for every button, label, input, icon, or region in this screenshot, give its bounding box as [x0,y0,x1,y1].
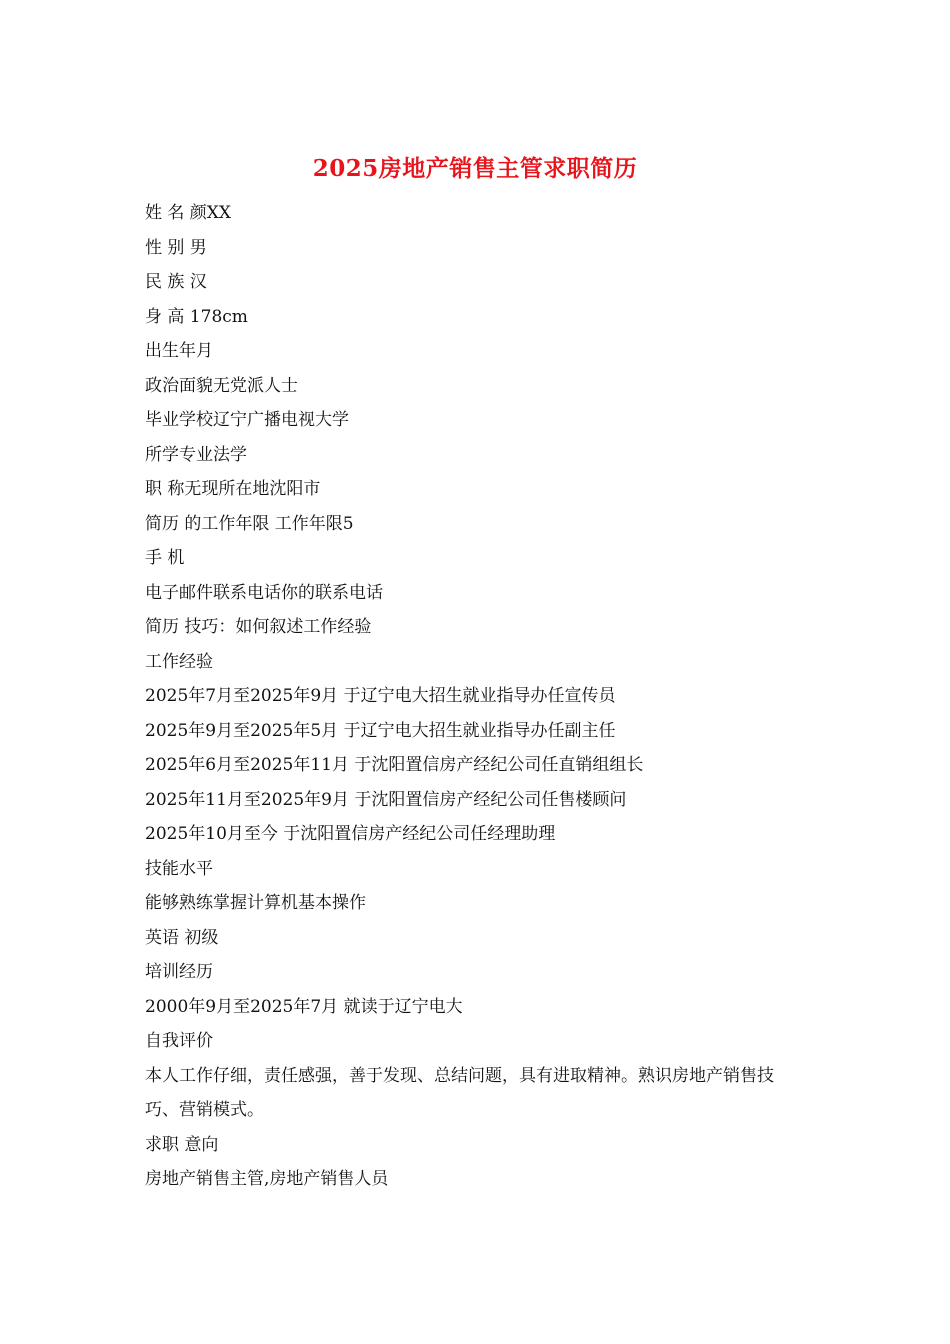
title-location-line: 职 称无现所在地沈阳市 [145,479,321,499]
work-experience-item: 2025年10月至今 于沈阳置信房产经纪公司任经理助理 [145,824,556,844]
graduate-school-line: 毕业学校辽宁广播电视大学 [145,410,349,430]
ethnicity-line: 民 族 汉 [145,272,207,292]
work-experience-item: 2025年7月至2025年9月 于辽宁电大招生就业指导办任宣传员 [145,686,616,706]
political-status-line: 政治面貌无党派人士 [145,375,298,396]
height-line: 身 高 178cm [145,306,248,327]
self-evaluation-text: 本人工作仔细，责任感强，善于发现、总结问题，具有进取精神。熟识房地产销售技巧、营销模式。 [145,1065,774,1120]
work-years-line: 简历 的工作年限 工作年限5 [145,513,354,534]
mobile-line: 手 机 [145,548,185,568]
resume-body [145,196,815,1197]
work-experience-item: 2025年6月至2025年11月 于沈阳置信房产经纪公司任直销组组长 [145,755,644,775]
work-experience-heading: 工作经验 [145,651,213,672]
skills-heading: 技能水平 [145,858,213,879]
skills-item: 英语 初级 [145,927,219,948]
self-evaluation-heading: 自我评价 [145,1031,213,1051]
name-line: 姓 名 颜XX [145,203,232,223]
training-heading: 培训经历 [145,962,213,982]
major-line: 所学专业法学 [145,444,247,465]
document-title: 2025房地产销售主管求职简历 [312,155,638,182]
gender-line: 性 别 男 [145,237,207,258]
resume-tip-line: 简历 技巧：如何叙述工作经验 [145,617,372,637]
skills-item: 能够熟练掌握计算机基本操作 [145,893,366,913]
job-intention-text: 房地产销售主管,房地产销售人员 [145,1169,389,1189]
training-item: 2000年9月至2025年7月 就读于辽宁电大 [145,996,463,1017]
contact-line: 电子邮件联系电话你的联系电话 [145,582,383,603]
work-experience-item: 2025年11月至2025年9月 于沈阳置信房产经纪公司任售楼顾问 [145,789,627,810]
job-intention-heading: 求职 意向 [145,1134,219,1155]
birth-date-line: 出生年月 [145,341,213,361]
work-experience-item: 2025年9月至2025年5月 于辽宁电大招生就业指导办任副主任 [145,720,616,741]
